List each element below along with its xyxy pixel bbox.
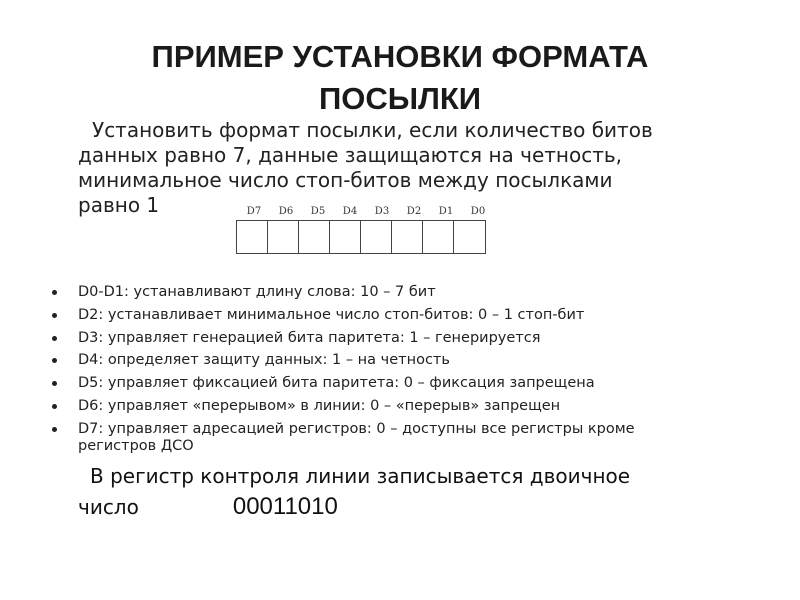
- register-bit-labels: [238, 206, 494, 220]
- bullet-icon: [52, 427, 57, 432]
- register-cell-d2: [392, 221, 423, 253]
- bullet-icon: [52, 404, 57, 409]
- list-item: [52, 352, 772, 369]
- register-cell-d0: [454, 221, 485, 253]
- conclusion-line-2: [78, 492, 778, 522]
- bit-label: D5: [310, 206, 326, 217]
- list-item: [52, 284, 772, 301]
- bit-label: D1: [438, 206, 454, 217]
- list-item-text: D2: устанавливает минимальное число стоп-битов: 0 – 1 стоп-бит: [78, 306, 585, 323]
- list-item: [52, 330, 772, 347]
- bit-label: D0: [470, 206, 486, 217]
- list-item: [52, 375, 772, 392]
- binary-value: 00011010: [232, 493, 338, 520]
- bit-description-list: [52, 284, 772, 461]
- slide-title-line-1: ПРИМЕР УСТАНОВКИ ФОРМАТА: [151, 39, 649, 74]
- slide-title: [0, 36, 800, 120]
- register-cell-d3: [361, 221, 392, 253]
- register-cell-d4: [330, 221, 361, 253]
- bullet-icon: [52, 313, 57, 318]
- bit-label: D6: [278, 206, 294, 217]
- bit-label: D3: [374, 206, 390, 217]
- task-statement: [78, 118, 778, 218]
- bit-label: D4: [342, 206, 358, 217]
- register-cell-d1: [423, 221, 454, 253]
- list-item-text-continued: регистров ДСО: [78, 437, 194, 454]
- list-item: [52, 421, 772, 455]
- bit-label: D7: [246, 206, 262, 217]
- list-item-text: D4: определяет защиту данных: 1 – на четность: [78, 352, 450, 369]
- bullet-icon: [52, 336, 57, 341]
- list-item-text: D5: управляет фиксацией бита паритета: 0 – фиксация запрещена: [78, 375, 595, 392]
- bullet-icon: [52, 381, 57, 386]
- list-item: [52, 398, 772, 415]
- bullet-icon: [52, 358, 57, 363]
- task-line-2: данных равно 7, данные защищаются на четность,: [78, 143, 623, 167]
- register-cell-d5: [299, 221, 330, 253]
- task-line-4: равно 1: [78, 193, 160, 217]
- list-item: [52, 307, 772, 324]
- slide-title-line-2: ПОСЫЛКИ: [318, 81, 482, 116]
- register-cell-d7: [237, 221, 268, 253]
- bullet-icon: [52, 290, 57, 295]
- task-line-1: Установить формат посылки, если количество битов: [92, 118, 653, 142]
- list-item-text: D7: управляет адресацией регистров: 0 – доступны все регистры кроме: [78, 420, 635, 437]
- bit-label: D2: [406, 206, 422, 217]
- list-item-text: D0-D1: устанавливают длину слова: 10 – 7 бит: [78, 284, 436, 300]
- task-line-3: минимальное число стоп-битов между посылками: [78, 168, 613, 192]
- register-diagram: [236, 220, 486, 254]
- list-item-text: D3: управляет генерацией бита паритета: 1 – генерируется: [78, 329, 541, 346]
- list-item-text: D6: управляет «перерывом» в линии: 0 – «перерыв» запрещен: [78, 397, 561, 414]
- conclusion-line-1: В регистр контроля линии записывается двоичное: [90, 464, 631, 488]
- register-cell-d6: [268, 221, 299, 253]
- conclusion-word: число: [78, 495, 139, 519]
- conclusion: [78, 462, 778, 522]
